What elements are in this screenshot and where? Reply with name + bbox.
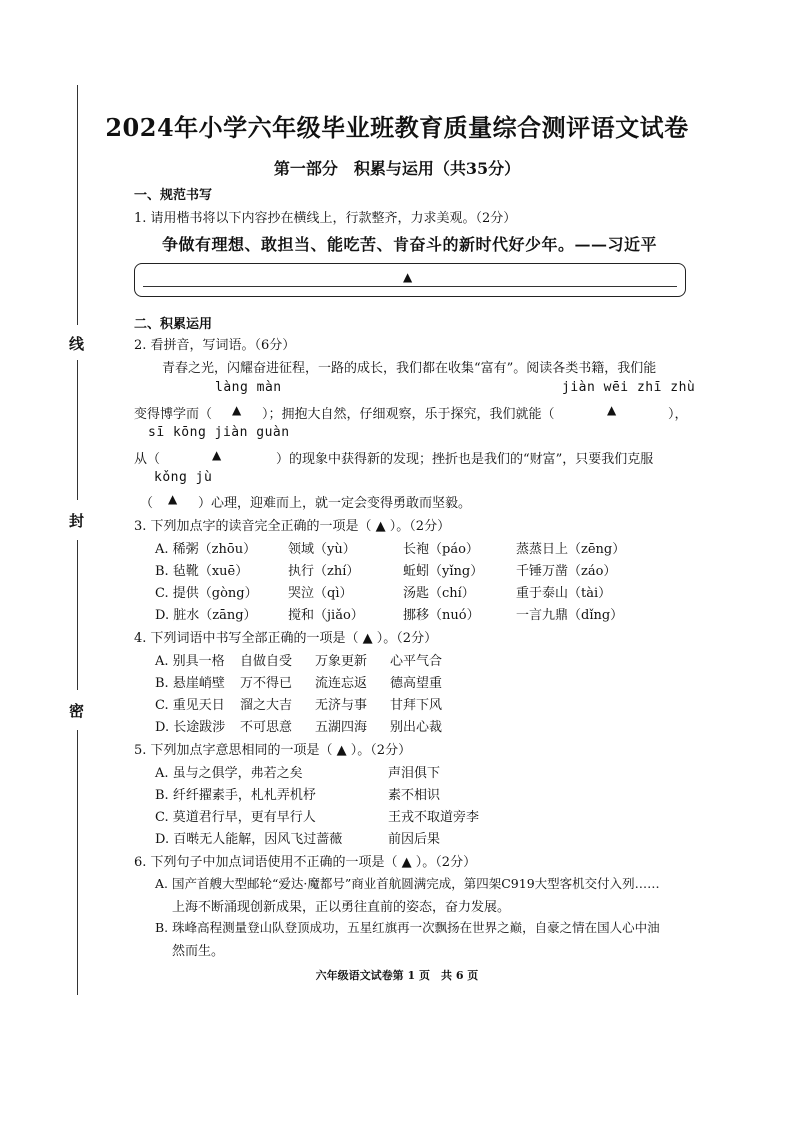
q5-c2: 王戎不取道旁李: [388, 810, 480, 825]
q4-b1[interactable]: B. 悬崖峭壁: [155, 676, 225, 691]
q6-prompt: 6. 下列句子中加点词语使用不正确的一项是（ ▲ ）。（2分）: [134, 855, 477, 870]
q4-a2: 自做自受: [240, 654, 293, 669]
binding-line-3: [77, 540, 78, 690]
binding-label-feng: 封: [69, 512, 85, 530]
q2-pinyin-3: sī kōng jiàn guàn: [148, 425, 290, 440]
q1-answer-mark: ▲: [403, 270, 413, 284]
q6-a-line2: 上海不断涌现创新成果，正以勇往直前的姿态，奋力发展。: [172, 900, 511, 915]
q4-c4: 甘拜下风: [390, 698, 443, 713]
q4-b4: 德高望重: [390, 676, 443, 691]
q3-d4: 一言九鼎（dǐng）: [516, 608, 624, 623]
q3-d2: 搅和（jiǎo）: [288, 608, 364, 623]
q3-b3: 蚯蚓（yǐng）: [403, 564, 484, 579]
q5-b1[interactable]: B. 纤纤擢素手，札札弄机杼: [155, 788, 316, 803]
q2-prompt: 2. 看拼音，写词语。（6分）: [134, 338, 296, 353]
q2-line-3a: 从（: [134, 452, 161, 467]
q3-b1[interactable]: B. 毡靴（xuē）: [155, 564, 249, 579]
q6-b-line1[interactable]: B. 珠峰高程测量登山队登顶成功，五星红旗再一次飘扬在世界之巅，自豪之情在国人心中油: [155, 920, 660, 935]
section-2-heading: 二、积累运用: [134, 317, 213, 332]
q2-pinyin-4: kǒng jù: [154, 470, 213, 485]
q4-b2: 万不得已: [240, 676, 293, 691]
q4-d4: 别出心裁: [390, 720, 443, 735]
q6-a-line1[interactable]: A. 国产首艘大型邮轮“爱达·魔都号”商业首航圆满完成，第四架C919大型客机交付入列……: [155, 876, 660, 891]
q3-a2: 领域（yù）: [288, 542, 356, 557]
q2-pinyin-1: làng màn: [215, 380, 282, 395]
q4-a1[interactable]: A. 别具一格: [155, 654, 225, 669]
binding-label-xian: 线: [69, 335, 85, 353]
q2-line-4a: （: [140, 496, 154, 511]
q4-c1[interactable]: C. 重见天日: [155, 698, 225, 713]
q4-d2: 不可思意: [240, 720, 293, 735]
q5-c1[interactable]: C. 莫道君行早，更有早行人: [155, 810, 316, 825]
q2-blank-2[interactable]: ▲: [607, 403, 617, 417]
q4-d3: 五湖四海: [315, 720, 368, 735]
q3-d3: 挪移（nuó）: [403, 608, 480, 623]
q1-prompt: 1. 请用楷书将以下内容抄在横线上，行款整齐，力求美观。（2分）: [134, 211, 517, 226]
q6-b-line2: 然而生。: [172, 944, 225, 959]
q3-b2: 执行（zhí）: [288, 564, 360, 579]
q5-b2: 素不相识: [388, 788, 441, 803]
q4-c2: 溜之大吉: [240, 698, 293, 713]
section-1-heading: 一、规范书写: [134, 188, 213, 203]
q1-writing-box[interactable]: [134, 263, 686, 297]
q2-pinyin-2: jiàn wēi zhī zhù: [562, 380, 696, 395]
part-title: 第一部分 积累与运用（共35分）: [273, 159, 521, 178]
q3-a1[interactable]: A. 稀粥（zhōu）: [155, 542, 257, 557]
q3-c4: 重于泰山（tài）: [516, 586, 612, 601]
q4-d1[interactable]: D. 长途跋涉: [155, 720, 226, 735]
q2-line-2c: ），: [668, 407, 688, 422]
page-footer: 六年级语文试卷第 1 页 共 6 页: [315, 969, 479, 982]
q2-line-1: 青春之光，闪耀奋进征程，一路的成长，我们都在收集“富有”。阅读各类书籍，我们能: [162, 361, 657, 376]
q5-a2: 声泪俱下: [388, 766, 441, 781]
q3-c2: 哭泣（qì）: [288, 586, 353, 601]
q3-prompt: 3. 下列加点字的读音完全正确的一项是（ ▲ ）。（2分）: [134, 519, 451, 534]
q4-c3: 无济与事: [315, 698, 368, 713]
q1-quote: 争做有理想、敢担当、能吃苦、肯奋斗的新时代好少年。——习近平: [162, 235, 658, 254]
q2-blank-4[interactable]: ▲: [168, 492, 178, 506]
binding-line-2: [77, 360, 78, 500]
q3-d1[interactable]: D. 脏水（zāng）: [155, 608, 257, 623]
binding-line-4: [77, 730, 78, 995]
exam-title: 2024年小学六年级毕业班教育质量综合测评语文试卷: [105, 113, 689, 142]
q3-a3: 长袍（páo）: [403, 542, 479, 557]
q4-b3: 流连忘返: [315, 676, 368, 691]
q1-writing-line: [143, 286, 677, 287]
q5-a1[interactable]: A. 虽与之俱学，弗若之矣: [155, 766, 303, 781]
q2-line-3b: ）的现象中获得新的发现；挫折也是我们的“财富”，只要我们克服: [276, 452, 654, 467]
q2-line-4b: ）心理，迎难而上，就一定会变得勇敢而坚毅。: [198, 496, 472, 511]
q3-c1[interactable]: C. 提供（gòng）: [155, 586, 258, 601]
q2-blank-3[interactable]: ▲: [212, 448, 222, 462]
q5-d1[interactable]: D. 百啭无人能解，因风飞过蔷薇: [155, 832, 343, 847]
q4-a4: 心平气合: [390, 654, 443, 669]
q3-a4: 蒸蒸日上（zēng）: [516, 542, 626, 557]
q5-d2: 前因后果: [388, 832, 441, 847]
q5-prompt: 5. 下列加点字意思相同的一项是（ ▲ ）。（2分）: [134, 743, 412, 758]
q3-b4: 千锤万凿（záo）: [516, 564, 617, 579]
q2-line-2a: 变得博学而（: [134, 407, 213, 422]
q4-prompt: 4. 下列词语中书写全部正确的一项是（ ▲ ）。（2分）: [134, 631, 438, 646]
q3-c3: 汤匙（chí）: [403, 586, 475, 601]
q4-a3: 万象更新: [315, 654, 368, 669]
binding-label-mi: 密: [69, 702, 85, 720]
q2-line-2b: ）；拥抱大自然，仔细观察，乐于探究，我们就能（: [262, 407, 555, 422]
q2-blank-1[interactable]: ▲: [232, 403, 242, 417]
